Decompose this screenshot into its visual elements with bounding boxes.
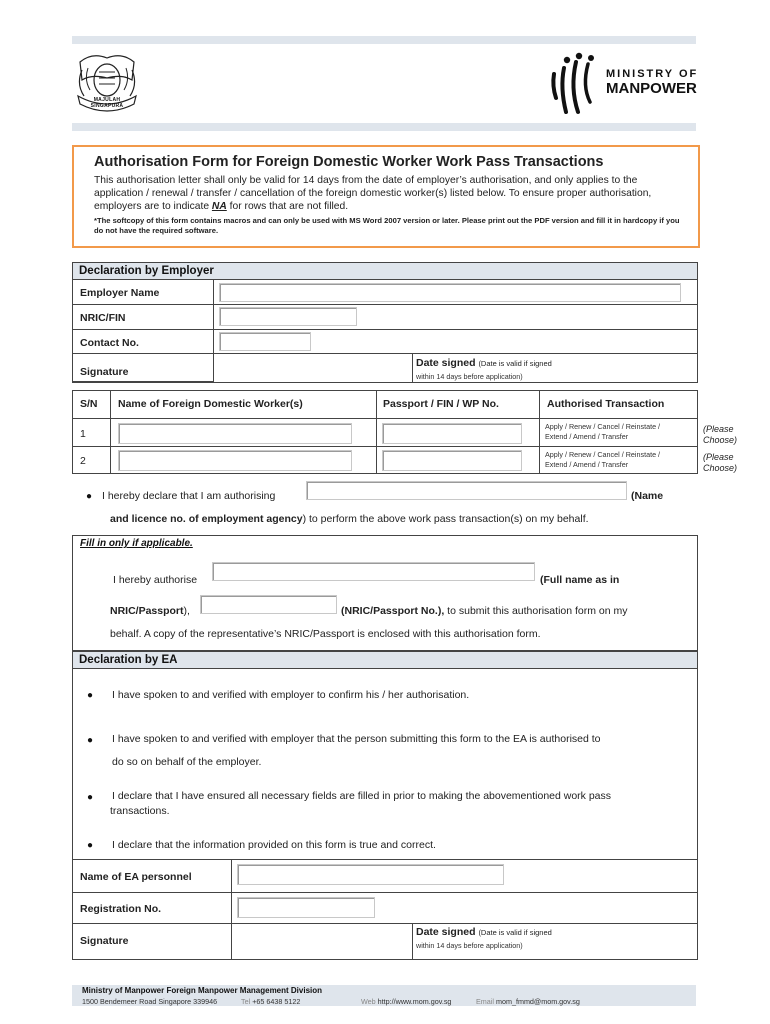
worker-name-input-2[interactable] bbox=[118, 450, 352, 471]
footer-email[interactable]: Email mom_fmmd@mom.gov.sg bbox=[476, 997, 580, 1006]
ea-personnel-input[interactable] bbox=[237, 864, 504, 885]
header-passport: Passport / FIN / WP No. bbox=[383, 398, 499, 410]
header-bottom-bar bbox=[72, 123, 696, 131]
form-title: Authorisation Form for Foreign Domestic Worker Work Pass Transactions bbox=[94, 154, 604, 170]
bullet-icon: ● bbox=[87, 690, 94, 701]
employer-signature-label: Signature bbox=[80, 366, 129, 378]
agency-name-input[interactable] bbox=[306, 481, 627, 500]
ea-bullet-2-line-2: do so on behalf of the employer. bbox=[112, 756, 262, 768]
header-worker-name: Name of Foreign Domestic Worker(s) bbox=[118, 398, 303, 410]
worker-passport-input-1[interactable] bbox=[382, 423, 522, 444]
header-transaction: Authorised Transaction bbox=[547, 398, 665, 410]
fullname-tail: (Full name as in bbox=[540, 574, 620, 586]
header-sn: S/N bbox=[80, 398, 98, 410]
ea-registration-input[interactable] bbox=[237, 897, 375, 918]
ea-section-header: Declaration by EA bbox=[72, 651, 698, 669]
software-note: *The softcopy of this form contains macros and can only be used with MS Word 2007 version or later. Please print out the PDF version and fill it in hardcopy if you do not have the required software. bbox=[94, 216, 680, 235]
fill-note: Fill in only if applicable. bbox=[80, 538, 193, 549]
nric-input[interactable] bbox=[219, 307, 357, 326]
contact-input[interactable] bbox=[219, 332, 311, 351]
ea-bullet-3-line-1: I declare that I have ensured all necessary fields are filled in prior to making the abovementioned work pass bbox=[112, 790, 612, 802]
please-choose-1: (Please Choose) bbox=[703, 424, 738, 445]
worker-transaction-select-1[interactable]: Apply / Renew / Cancel / Reinstate / Extend / Amend / Transfer bbox=[545, 422, 661, 441]
footer-tel: Tel +65 6438 5122 bbox=[241, 997, 301, 1006]
agency-name-tail: (Name bbox=[631, 490, 664, 502]
bullet-icon: ● bbox=[87, 735, 94, 746]
authorise-text: I hereby authorise bbox=[113, 574, 198, 586]
mom-logo-icon bbox=[548, 52, 608, 118]
logo-line-1: MINISTRY OF bbox=[606, 68, 699, 80]
worker-name-input-1[interactable] bbox=[118, 423, 352, 444]
ea-date-signed-label: Date signed (Date is valid if signed bbox=[416, 926, 552, 938]
worker-sn-1: 1 bbox=[80, 428, 86, 440]
ea-registration-row bbox=[72, 892, 698, 924]
title-box bbox=[72, 145, 700, 248]
nric-row bbox=[72, 304, 698, 330]
behalf-text: behalf. A copy of the representative’s NRIC/Passport is enclosed with this authorisation form. bbox=[110, 628, 541, 640]
worker-transaction-select-2[interactable]: Apply / Renew / Cancel / Reinstate / Extend / Amend / Transfer bbox=[545, 450, 661, 469]
logo-line-2: MANPOWER bbox=[606, 80, 697, 97]
representative-nric-input[interactable] bbox=[200, 595, 337, 614]
worker-passport-input-2[interactable] bbox=[382, 450, 522, 471]
agency-line-2: and licence no. of employment agency) to perform the above work pass transaction(s) on my behalf. bbox=[110, 513, 589, 525]
singapore-crest-icon bbox=[72, 50, 142, 116]
crest-motto: MAJULAH SINGAPURA bbox=[90, 97, 124, 109]
nric-label: NRIC/FIN bbox=[80, 312, 126, 324]
ea-bullet-1: I have spoken to and verified with employer to confirm his / her authorisation. bbox=[112, 689, 470, 701]
ea-registration-label: Registration No. bbox=[80, 903, 162, 915]
ea-bullet-4: I declare that the information provided on this form is true and correct. bbox=[112, 839, 436, 851]
employer-section-header: Declaration by Employer bbox=[72, 262, 698, 280]
ea-signature-label: Signature bbox=[80, 935, 129, 947]
agency-declare-text: I hereby declare that I am authorising bbox=[102, 490, 276, 502]
ea-date-note: within 14 days before application) bbox=[416, 941, 523, 950]
footer-address: 1500 Bendemeer Road Singapore 339946 bbox=[82, 997, 218, 1006]
bullet-icon: ● bbox=[87, 792, 94, 803]
employer-name-input[interactable] bbox=[219, 283, 681, 302]
ea-personnel-label: Name of EA personnel bbox=[80, 871, 192, 883]
bullet-icon: ● bbox=[87, 840, 94, 851]
nric-no-text: (NRIC/Passport No.), to submit this authorisation form on my bbox=[341, 605, 628, 617]
employer-date-note: within 14 days before application) bbox=[416, 372, 523, 381]
footer-division: Ministry of Manpower Foreign Manpower Management Division bbox=[82, 986, 323, 995]
please-choose-2: (Please Choose) bbox=[703, 452, 738, 473]
employer-date-signed-label: Date signed (Date is valid if signed bbox=[416, 357, 552, 369]
ea-bullet-2-line-1: I have spoken to and verified with employer that the person submitting this form to the EA is authorised to bbox=[112, 733, 601, 745]
ea-bullet-3-line-2: transactions. bbox=[110, 805, 170, 817]
contact-label: Contact No. bbox=[80, 337, 139, 349]
top-bar bbox=[72, 36, 696, 44]
employer-name-label: Employer Name bbox=[80, 287, 160, 299]
form-intro: This authorisation letter shall only be valid for 14 days from the date of employer’s authorisation, and only applies to the application / renewal / transfer / cancellation of the foreign domestic worker(s) listed below. To ensure proper authorisation, employers are to indicate NA for rows that are not filled. bbox=[94, 175, 652, 212]
nric-passport-text: NRIC/Passport), bbox=[110, 605, 190, 617]
footer-web[interactable]: Web http://www.mom.gov.sg bbox=[361, 997, 452, 1006]
representative-name-input[interactable] bbox=[212, 562, 535, 581]
bullet-icon: ● bbox=[86, 491, 93, 502]
contact-row bbox=[72, 329, 698, 354]
worker-sn-2: 2 bbox=[80, 455, 86, 467]
